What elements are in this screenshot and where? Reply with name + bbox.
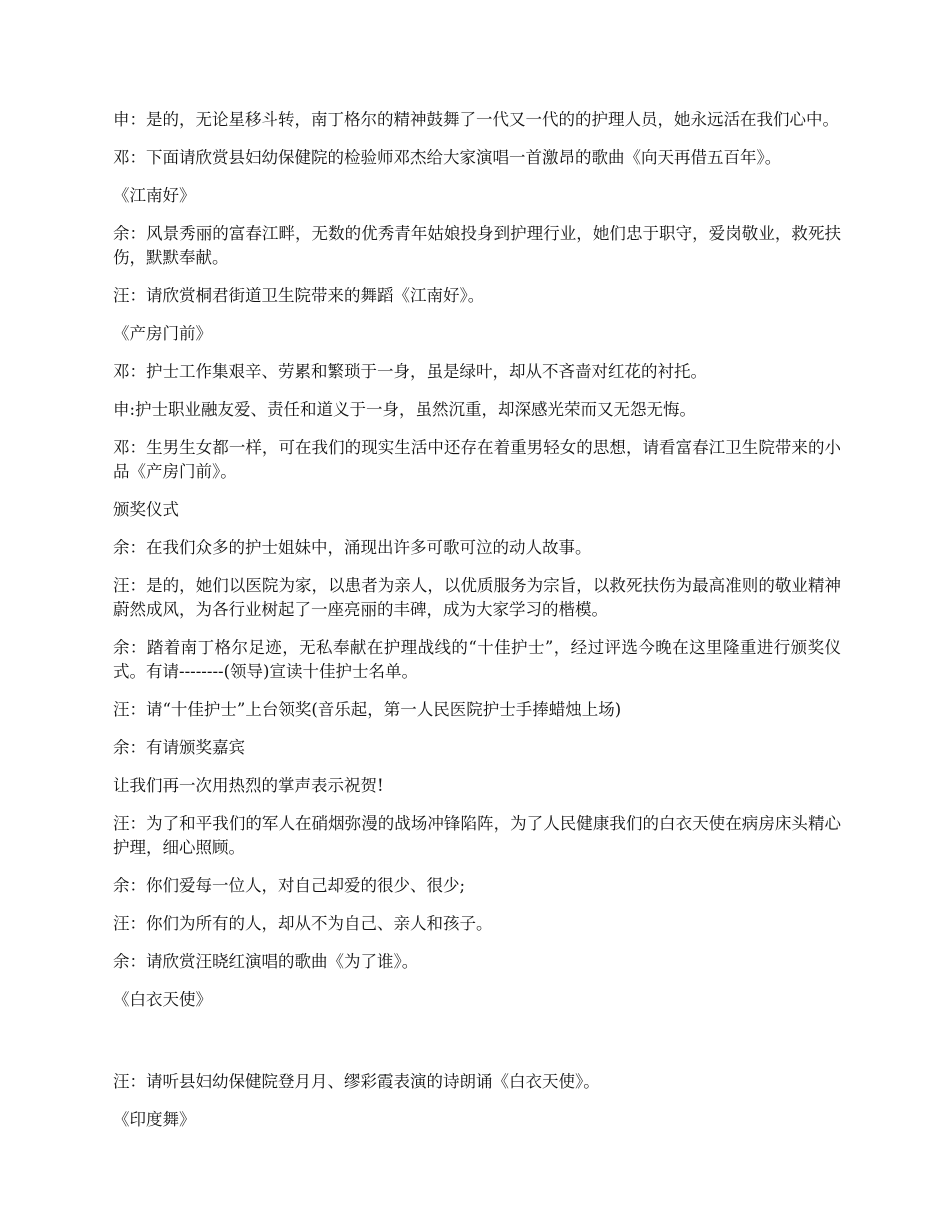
paragraph: 余：有请颁奖嘉宾 <box>113 738 245 757</box>
paragraph: 余：在我们众多的护士姐妹中，涌现出许多可歌可泣的动人故事。 <box>113 538 592 557</box>
paragraph: 申:护士职业融友爱、责任和道义于一身，虽然沉重，却深感光荣而又无怨无悔。 <box>113 400 697 419</box>
paragraph: 余：你们爱每一位人，对自己却爱的很少、很少; <box>113 876 466 895</box>
paragraph: 汪：请“十佳护士”上台领奖(音乐起，第一人民医院护士手捧蜡烛上场) <box>113 700 622 719</box>
paragraph: 汪：你们为所有的人，却从不为自己、亲人和孩子。 <box>113 914 493 933</box>
paragraph: 余：风景秀丽的富春江畔，无数的优秀青年姑娘投身到护理行业，她们忠于职守，爱岗敬业，救死扶伤，默默奉献。 <box>113 224 841 267</box>
section-heading: 《印度舞》 <box>113 1110 196 1129</box>
document-body <box>113 108 841 1146</box>
paragraph: 邓：生男生女都一样，可在我们的现实生活中还存在着重男轻女的思想，请看富春江卫生院带来的小品《产房门前》。 <box>113 438 841 481</box>
section-heading: 颁奖仪式 <box>113 500 179 519</box>
paragraph: 余：请欣赏汪晓红演唱的歌曲《为了谁》。 <box>113 952 419 971</box>
paragraph: 邓：下面请欣赏县妇幼保健院的检验师邓杰给大家演唱一首激昂的歌曲《向天再借五百年》。 <box>113 148 782 167</box>
blank-spacer <box>113 1026 841 1070</box>
section-heading: 《产房门前》 <box>113 324 212 343</box>
paragraph: 汪：为了和平我们的军人在硝烟弥漫的战场冲锋陷阵，为了人民健康我们的白衣天使在病房床头精心护理，细心照顾。 <box>113 814 841 857</box>
paragraph: 汪：是的，她们以医院为家，以患者为亲人，以优质服务为宗旨，以救死扶伤为最高准则的敬业精神蔚然成风，为各行业树起了一座亮丽的丰碑，成为大家学习的楷模。 <box>113 576 841 619</box>
paragraph: 让我们再一次用热烈的掌声表示祝贺! <box>113 776 384 795</box>
paragraph: 汪：请欣赏桐君街道卫生院带来的舞蹈《江南好》。 <box>113 286 485 305</box>
paragraph: 余：踏着南丁格尔足迹，无私奉献在护理战线的“十佳护士”，经过评选今晚在这里隆重进行颁奖仪式。有请--------(领导)宣读十佳护士名单。 <box>113 638 841 681</box>
paragraph: 申：是的，无论星移斗转，南丁格尔的精神鼓舞了一代又一代的的护理人员，她永远活在我们心中。 <box>113 110 839 129</box>
section-heading: 《江南好》 <box>113 186 196 205</box>
paragraph: 汪：请听县妇幼保健院登月月、缪彩霞表演的诗朗诵《白衣天使》。 <box>113 1072 600 1091</box>
section-heading: 《白衣天使》 <box>113 990 212 1009</box>
paragraph: 邓：护士工作集艰辛、劳累和繁琐于一身，虽是绿叶，却从不吝啬对红花的衬托。 <box>113 362 707 381</box>
